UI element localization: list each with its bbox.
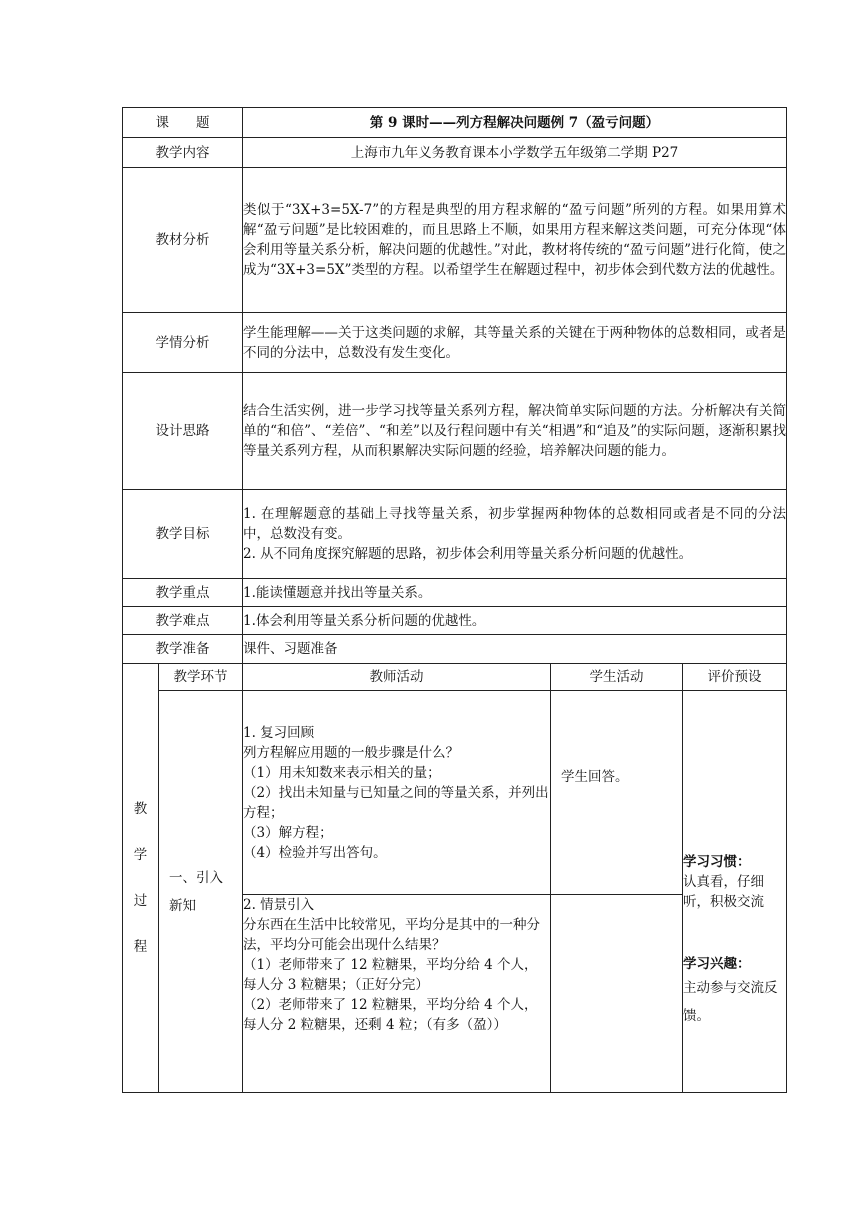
difficulty-label: 教学难点 bbox=[123, 607, 243, 635]
key-text: 1.能读懂题意并找出等量关系。 bbox=[243, 579, 787, 607]
row-course bbox=[123, 108, 787, 138]
row-design bbox=[123, 373, 787, 490]
key-label: 教学重点 bbox=[123, 579, 243, 607]
row-key bbox=[123, 579, 787, 607]
material-label: 教材分析 bbox=[123, 168, 243, 313]
teacher-review: 1. 复习回顾 列方程解应用题的一般步骤是什么？ （1）用未知数来表示相关的量； （2）找出未知量与已知量之间的等量关系，并列出方程； （3）解方程； （4）检验并写出答句。 bbox=[243, 691, 551, 895]
goal-item: 2. 从不同角度探究解题的思路，初步体会利用等量关系分析问题的优越性。 bbox=[243, 546, 693, 562]
row-difficulty bbox=[123, 607, 787, 635]
row-prep bbox=[123, 635, 787, 664]
header-stage: 教学环节 bbox=[159, 664, 243, 691]
student-text: 学生能理解——关于这类问题的求解，其等量关系的关键在于两种物体的总数相同，或者是不同的分法中，总数没有发生变化。 bbox=[243, 313, 787, 373]
header-eval: 评价预设 bbox=[683, 664, 787, 691]
habit-text: 认真看，仔细听，积极交流 bbox=[683, 873, 764, 910]
content-label: 教学内容 bbox=[123, 138, 243, 168]
difficulty-text: 1.体会利用等量关系分析问题的优越性。 bbox=[243, 607, 787, 635]
lesson-plan-table bbox=[122, 107, 787, 1093]
header-teacher: 教师活动 bbox=[243, 664, 551, 691]
interest-text: 主动参与交流反馈。 bbox=[683, 979, 778, 1024]
course-title: 第 9 课时——列方程解决问题例 7（盈亏问题） bbox=[243, 108, 787, 138]
goal-item: 1. 在理解题意的基础上寻找等量关系，初步掌握两种物体的总数相同或者是不同的分法中，总数没有变。 bbox=[243, 506, 786, 542]
row-student bbox=[123, 313, 787, 373]
habit-title: 学习习惯： bbox=[683, 853, 751, 870]
goal-label: 教学目标 bbox=[123, 490, 243, 579]
content-value: 上海市九年义务教育课本小学数学五年级第二学期 P27 bbox=[243, 138, 787, 168]
process-block-review bbox=[123, 691, 787, 895]
row-material bbox=[123, 168, 787, 313]
design-text: 结合生活实例，进一步学习找等量关系列方程，解决简单实际问题的方法。分析解决有关简单的“和倍”、“差倍”、“和差”以及行程问题中有关“相遇”和“追及”的实际问题，逐渐积累找等量关系列方程，从而积累解决实际问题的经验，培养解决问题的能力。 bbox=[243, 373, 787, 490]
header-student: 学生活动 bbox=[551, 664, 683, 691]
goal-text bbox=[243, 490, 787, 579]
teacher-scene: 2. 情景引入 分东西在生活中比较常见，平均分是其中的一种分法，平均分可能会出现什么结果？ （1）老师带来了 12 粒糖果，平均分给 4 个人，每人分 3 粒糖果；（正好分完） （2）老师带来了 12 粒糖果，平均分给 4 个人，每人分 2 粒糖果，还剩 4 粒；（有多（盈）） bbox=[243, 895, 551, 1093]
prep-text: 课件、习题准备 bbox=[243, 635, 787, 664]
interest-title: 学习兴趣： bbox=[683, 955, 751, 972]
prep-label: 教学准备 bbox=[123, 635, 243, 664]
student-label: 学情分析 bbox=[123, 313, 243, 373]
stage-intro: 一、引入 新知 bbox=[159, 691, 243, 1093]
process-side-label: 教 学 过 程 bbox=[123, 664, 159, 1093]
row-content bbox=[123, 138, 787, 168]
material-text: 类似于“3X+3=5X-7”的方程是典型的用方程求解的“盈亏问题”所列的方程。如果用算术解“盈亏问题”是比较困难的，而且思路上不顺，如果用方程来解这类问题，可充分体现“体会利用等量关系分析，解决问题的优越性。”对此，教材将传统的“盈亏问题”进行化简，使之成为“3X+3=5X”类型的方程。以希望学生在解题过程中，初步体会到代数方法的优越性。 bbox=[243, 168, 787, 313]
eval-cell bbox=[683, 691, 787, 1093]
process-header-row bbox=[123, 664, 787, 691]
design-label: 设计思路 bbox=[123, 373, 243, 490]
student-review: 学生回答。 bbox=[551, 691, 683, 895]
course-label: 课 题 bbox=[123, 108, 243, 138]
row-goal bbox=[123, 490, 787, 579]
student-scene bbox=[551, 895, 683, 1093]
